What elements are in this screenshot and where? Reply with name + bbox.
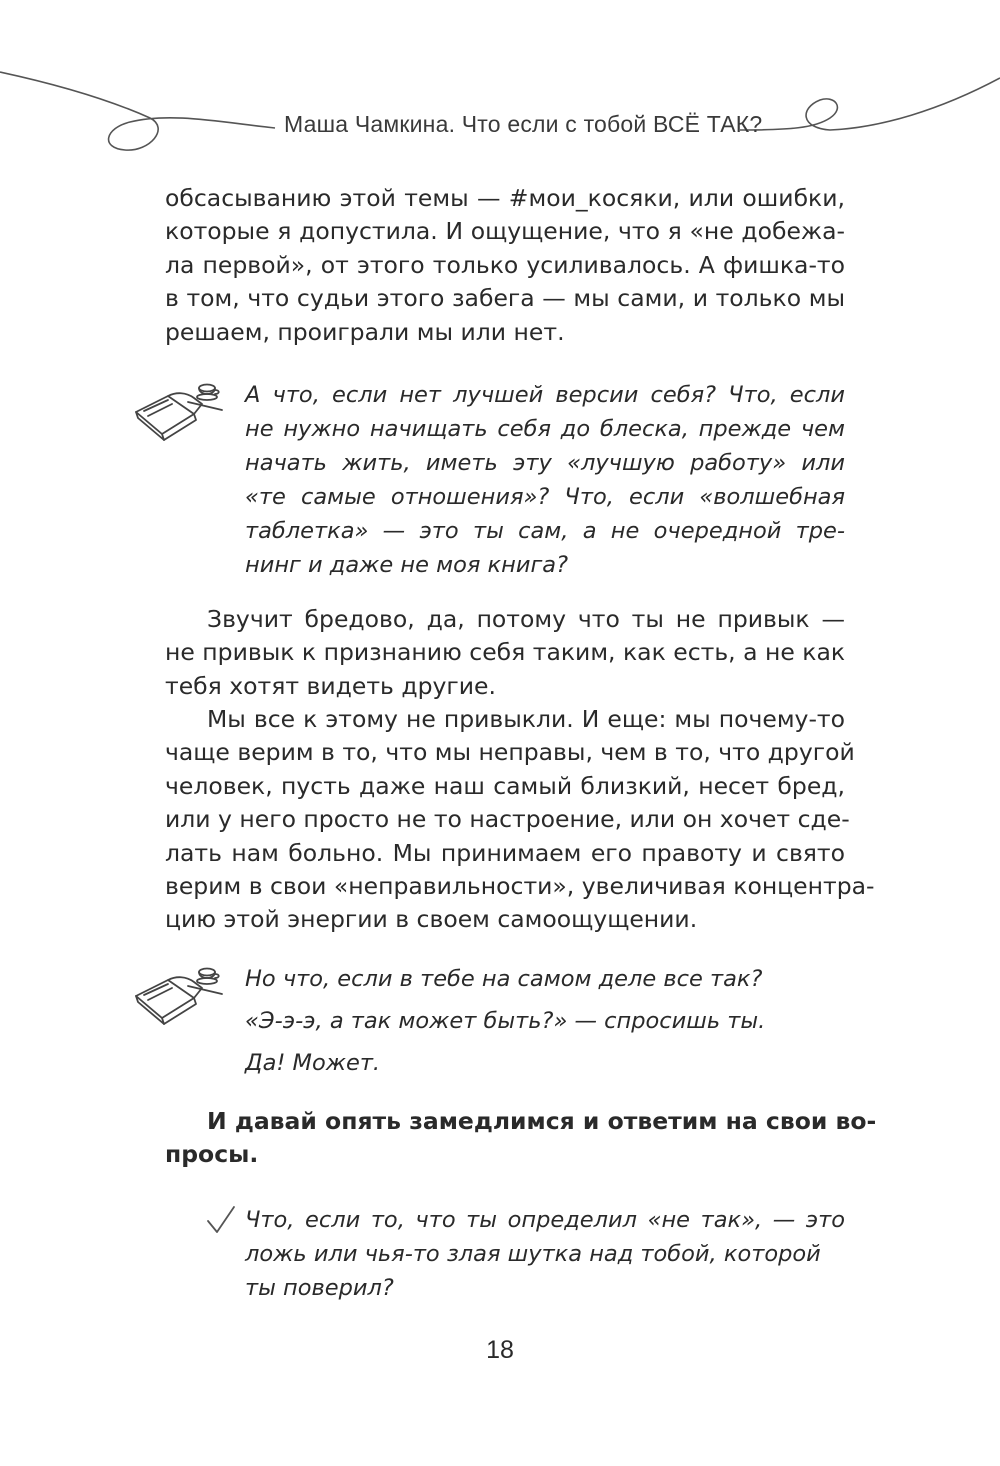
text-line: верим в свои «неправильности», увеличивая концентра- <box>165 872 875 901</box>
bold-paragraph <box>165 1105 877 1172</box>
text-line: обсасыванию этой темы — #мои_косяки, или ошибки, <box>165 184 845 212</box>
text-line: ты поверил? <box>245 1275 394 1301</box>
header-swirl-decoration <box>0 0 1000 170</box>
italic-quote-1 <box>245 378 845 582</box>
text-line: А что, если нет лучшей версии себя? Что, если <box>245 382 845 408</box>
text-line: не нужно начищать себя до блеска, прежде чем <box>245 416 845 442</box>
text-line: которые я допустила. И ощущение, что я «не добежа- <box>165 217 845 246</box>
text-line: ла первой», от этого только усиливалось. А фишка-то <box>165 250 845 279</box>
body-paragraph-3 <box>165 703 875 937</box>
body-paragraph-1 <box>165 182 845 349</box>
text-line: не привык к признанию себя таким, как есть, а не как <box>165 638 846 667</box>
italic-quote-2 <box>245 958 845 1084</box>
text-line: начать жить, иметь эту «лучшую работу» или <box>245 450 845 476</box>
text-line: Звучит бредово, да, потому что ты не привык — <box>207 605 845 633</box>
text-line: Да! Может. <box>245 1050 381 1076</box>
text-line: чаще верим в то, что мы неправы, чем в то, что другой <box>165 738 855 767</box>
text-line: человек, пусть даже наш самый близкий, несет бред, <box>165 771 845 800</box>
text-line: цию этой энергии в своем самоощущении. <box>165 905 698 934</box>
open-book-with-cup-icon <box>132 962 232 1034</box>
text-line: тебя хотят видеть другие. <box>165 671 496 700</box>
checkmark-icon <box>206 1205 236 1235</box>
text-line: ложь или чья-то злая шутка над тобой, которой <box>245 1241 821 1267</box>
running-head: Маша Чамкина. Что если с тобой ВСЁ ТАК? <box>284 111 763 137</box>
text-line: лать нам больно. Мы принимаем его правоту и свято <box>165 838 845 867</box>
text-line: Мы все к этому не привыкли. И еще: мы почему-то <box>207 705 845 733</box>
page-number: 18 <box>486 1336 514 1364</box>
open-book-with-cup-icon <box>132 378 232 450</box>
text-line: «Э-э-э, а так может быть?» — спросишь ты. <box>245 1008 766 1034</box>
text-line: или у него просто не то настроение, или он хочет сде- <box>165 805 850 834</box>
text-line: решаем, проиграли мы или нет. <box>165 317 565 346</box>
text-line: И давай опять замедлимся и ответим на свои во- <box>207 1107 877 1135</box>
checklist-item <box>245 1203 845 1305</box>
body-paragraph-2 <box>165 603 845 703</box>
text-line: «те самые отношения»? Что, если «волшебная <box>245 484 845 510</box>
text-line: Что, если то, что ты определил «не так», — это <box>245 1207 845 1233</box>
text-line: просы. <box>165 1140 259 1169</box>
text-line: Но что, если в тебе на самом деле все так? <box>245 966 763 992</box>
text-line: в том, что судьи этого забега — мы сами, и только мы <box>165 284 845 313</box>
text-line: нинг и даже не моя книга? <box>245 552 569 578</box>
text-line: таблетка» — это ты сам, а не очередной тре- <box>245 518 845 544</box>
